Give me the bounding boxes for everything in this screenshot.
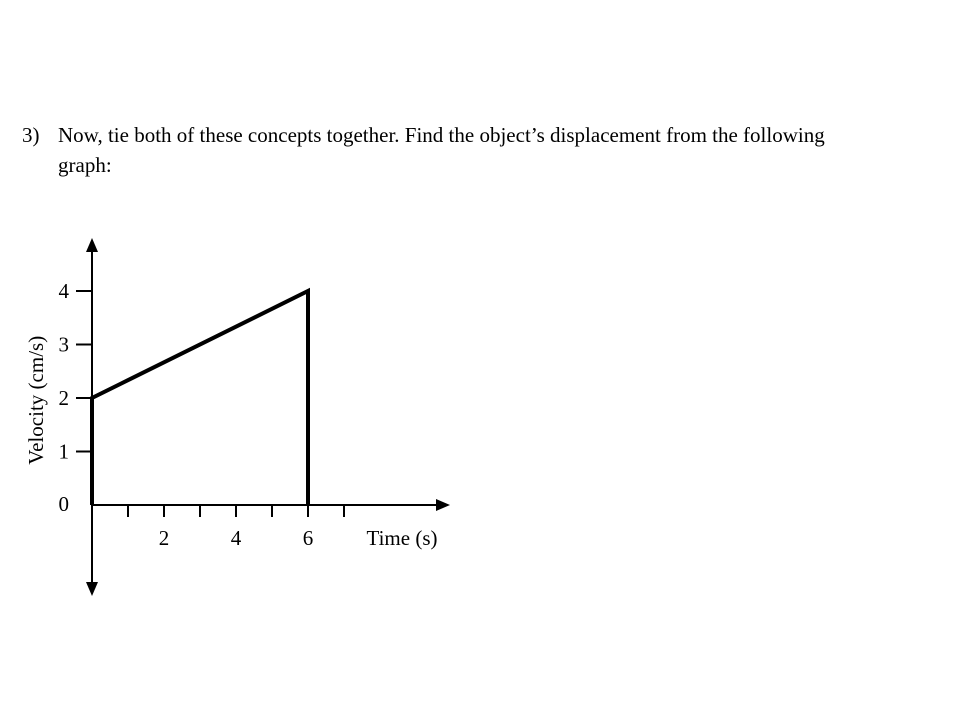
y-tick-label: 2 [58, 386, 69, 410]
y-tick-label: 0 [58, 492, 69, 516]
y-axis-label: Velocity (cm/s) [24, 335, 48, 465]
y-axis-arrow-down [86, 582, 98, 596]
x-tick-label: 4 [230, 526, 242, 550]
y-axis-arrow-up [86, 238, 98, 252]
y-tick-label: 4 [58, 279, 69, 303]
question-text-line-2: graph: [58, 153, 112, 177]
x-axis-arrow [436, 499, 450, 511]
y-tick-label: 3 [58, 332, 69, 357]
x-tick-label: 6 [302, 526, 314, 550]
velocity-line [92, 291, 308, 505]
question-text-line-1: Now, tie both of these concepts together. Find the object’s displacement from the following [58, 123, 825, 147]
question-number: 3) [22, 123, 40, 147]
y-tick-label: 1 [58, 439, 69, 464]
x-tick-label: 2 [158, 526, 170, 550]
x-axis-label: Time (s) [366, 526, 438, 550]
